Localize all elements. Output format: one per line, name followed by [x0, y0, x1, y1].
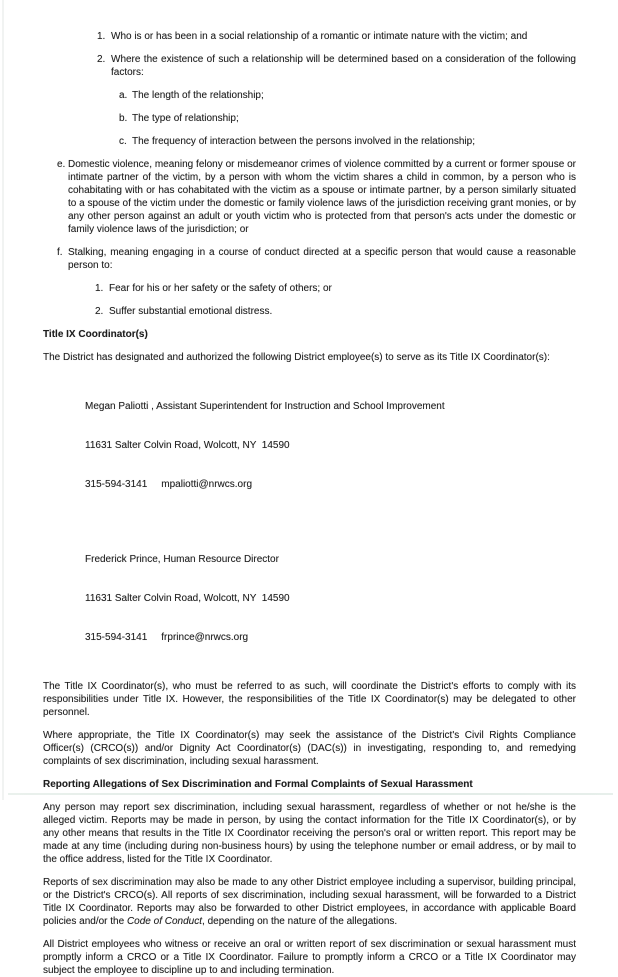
paragraph-crco-dac-assistance: Where appropriate, the Title IX Coordinator(s) may seek the assistance of the District's Civil Rights Compliance Officer(s) (CRCO(s)) and/or Dignity Act Coordinator(s) (DAC(s)) in investigating, responding to, and remedying complaints of sex discrimination, including sexual harassment.	[43, 730, 576, 767]
code-of-conduct-reference: Code of Conduct	[126, 916, 203, 927]
contact-address: 11631 Salter Colvin Road, Wolcott, NY 14590	[85, 440, 290, 451]
list-item	[119, 112, 576, 125]
contact-address: 11631 Salter Colvin Road, Wolcott, NY 14590	[85, 593, 290, 604]
contact-phone-email-line	[85, 478, 576, 491]
list-item-text: Who is or has been in a social relationship of a romantic or intimate nature with the victim; and	[111, 31, 528, 42]
contact-email: mpaliotti@nrwcs.org	[161, 479, 253, 490]
list-item	[95, 305, 576, 318]
section-heading-title-ix-coordinators: Title IX Coordinator(s)	[43, 329, 148, 340]
list-item	[97, 30, 576, 43]
list-item	[119, 135, 576, 148]
list-item-marker: 2.	[97, 54, 106, 65]
list-item-marker: e.	[57, 159, 66, 170]
list-item-text: Fear for his or her safety or the safety of others; or	[109, 283, 332, 294]
list-item-text: Stalking, meaning engaging in a course of conduct directed at a specific person that would cause a reasonable person to:	[68, 247, 576, 271]
list-item-text: The frequency of interaction between the persons involved in the relationship;	[132, 136, 475, 147]
paragraph-text: , depending on the nature of the allegations.	[202, 916, 398, 927]
list-item-text: Where the existence of such a relationship will be determined based on a consideration of the following factors:	[111, 54, 576, 78]
list-item-marker: a.	[119, 90, 128, 101]
section-heading-reporting-allegations: Reporting Allegations of Sex Discrimination and Formal Complaints of Sexual Harassment	[43, 779, 473, 790]
list-item-text: The type of relationship;	[132, 113, 239, 124]
contact-block-coordinator-1	[85, 374, 576, 517]
paragraph-text: Reports of sex discrimination may also be made to any other District employee including a supervisor, building principal, or the District's CRCO(s). All reports of sex discrimination, including sexual harassment, will be forwarded to a District Title IX Coordinator. Reports may also be forwarded to other District employees, in accordance with applicable Board policies and/or the	[43, 877, 576, 927]
contact-email: frprince@nrwcs.org	[161, 632, 249, 643]
contact-phone: 315-594-3141	[85, 632, 148, 643]
scan-artifact-left-edge	[2, 0, 4, 800]
list-item-marker: 1.	[97, 31, 106, 42]
contact-name-title: Frederick Prince, Human Resource Director	[85, 554, 279, 565]
contact-name-title: Megan Paliotti , Assistant Superintendent for Instruction and School Improvement	[85, 401, 445, 412]
list-item-text: Suffer substantial emotional distress.	[109, 306, 273, 317]
contact-phone: 315-594-3141	[85, 479, 148, 490]
paragraph-employee-duty: All District employees who witness or receive an oral or written report of sex discrimination or sexual harassment must promptly inform a CRCO or a Title IX Coordinator. Failure to promptly inform a CRCO or a Title IX Coordinator may subject the employee to discipline up to and including termination.	[43, 939, 576, 976]
list-item	[57, 158, 576, 236]
paragraph-coordination-duties: The Title IX Coordinator(s), who must be referred to as such, will coordinate the District's efforts to comply with its responsibilities under Title IX. However, the responsibilities of the Title IX Coordinator(s) may be delegated to other personnel.	[43, 681, 576, 718]
list-item	[97, 53, 576, 79]
list-item-text: The length of the relationship;	[132, 90, 264, 101]
paragraph-any-person-report: Any person may report sex discrimination, including sexual harassment, regardless of whether or not he/she is the alleged victim. Reports may be made in person, by using the contact information for the Title IX Coordinator(s), or by any other means that results in the Title IX Coordinator receiving the person's oral or written report. This report may be made at any time (including during non-business hours) by using the telephone number or email address, or by mail to the office address, listed for the Title IX Coordinator.	[43, 802, 576, 865]
list-item-marker: c.	[119, 136, 127, 147]
list-item-marker: f.	[57, 247, 63, 258]
scan-artifact-bottom-edge	[8, 793, 613, 795]
list-item-text: Domestic violence, meaning felony or misdemeanor crimes of violence committed by a current or former spouse or intimate partner of the victim, by a person with whom the victim shares a child in common, by a person who is cohabitating with or has cohabitated with the victim as a spouse or intimate partner, by a person similarly situated to a spouse of the victim under the domestic or family violence laws of the jurisdiction receiving grant monies, or by any other person against an adult or youth victim who is protected from that person's acts under the domestic or family violence laws of the jurisdiction; or	[68, 159, 576, 235]
paragraph-coordinators-intro: The District has designated and authorized the following District employee(s) to serve as its Title IX Coordinator(s):	[43, 352, 550, 363]
list-item-marker: 2.	[95, 306, 104, 317]
list-item	[95, 282, 576, 295]
contact-block-coordinator-2	[85, 527, 576, 670]
list-item-marker: 1.	[95, 283, 104, 294]
list-item	[119, 89, 576, 102]
contact-phone-email-line	[85, 631, 576, 644]
list-item	[57, 246, 576, 272]
list-item-marker: b.	[119, 113, 128, 124]
paragraph-reports-forwarding	[43, 876, 576, 928]
